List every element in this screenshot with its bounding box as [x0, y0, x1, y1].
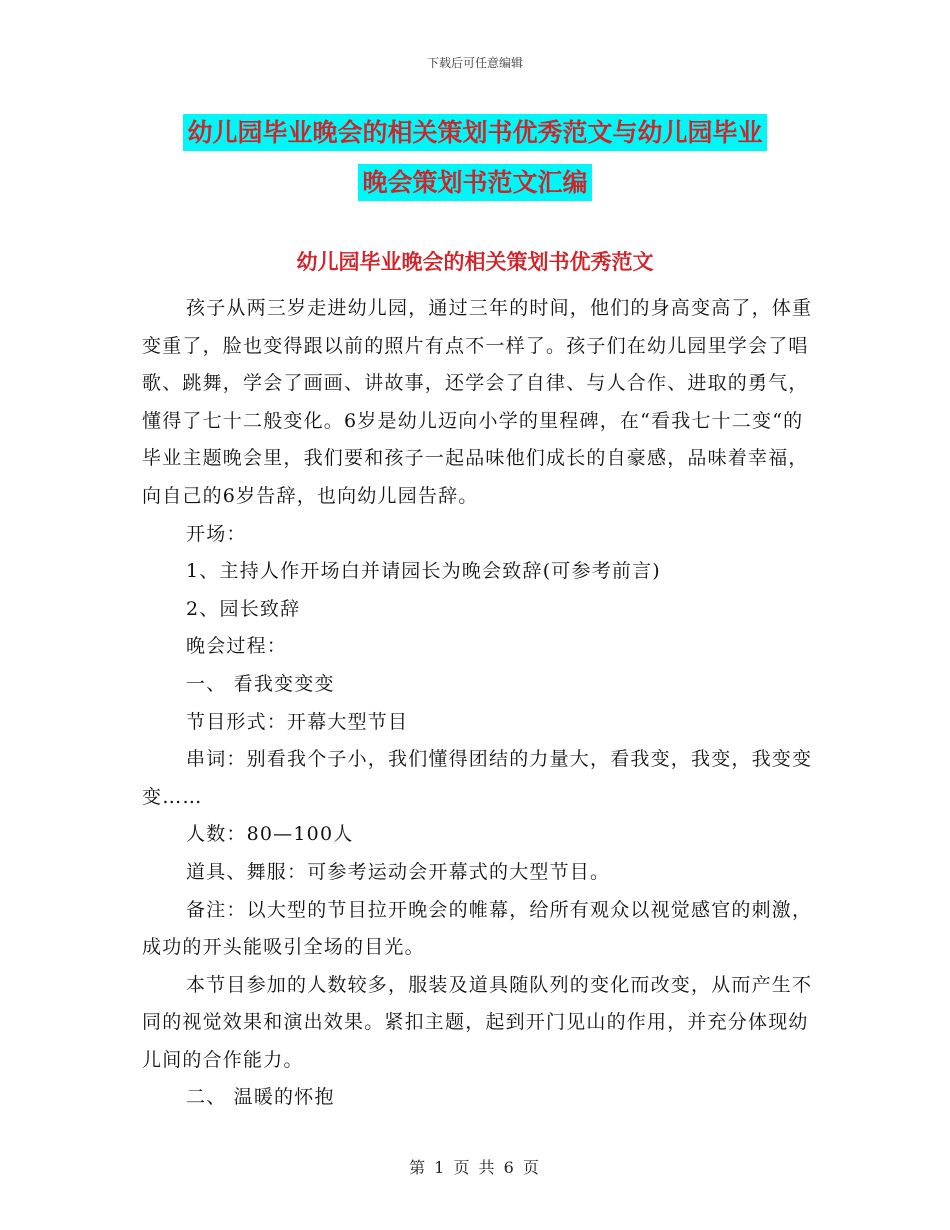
page-footer: 第 1 页 共 6 页	[409, 1158, 541, 1177]
paragraph-program-count: 人数：80—100人	[186, 823, 354, 846]
paragraph-opening: 开场：	[186, 522, 247, 545]
paragraph-process: 晚会过程：	[186, 635, 288, 658]
body-text	[142, 290, 822, 1117]
paragraph-program-1: 一、 看我变变变	[186, 672, 335, 695]
paragraph-opening-item-1: 1、主持人作开场白并请园长为晚会致辞(可参考前言)	[186, 560, 661, 583]
paragraph-program-detail: 本节目参加的人数较多，服装及道具随队列的变化而改变，从而产生不同的视觉效果和演出效果。紧扣主题，起到开门见山的作用，并充分体现幼儿间的合作能力。	[142, 973, 813, 1071]
document-title-line-1: 幼儿园毕业晚会的相关策划书优秀范文与幼儿园毕业	[183, 114, 766, 151]
paragraph-program-script: 串词：别看我个子小，我们懂得团结的力量大，看我变，我变，我变变变……	[142, 748, 813, 808]
paragraph-program-props: 道具、舞服：可参考运动会开幕式的大型节目。	[186, 860, 611, 883]
document-title-line-2: 晚会策划书范文汇编	[358, 164, 591, 201]
header-note: 下载后可任意编辑	[426, 56, 523, 70]
paragraph-intro: 孩子从两三岁走进幼儿园，通过三年的时间，他们的身高变高了，体重变重了，脸也变得跟以前的照片有点不一样了。孩子们在幼儿园里学会了唱歌、跳舞，学会了画画、讲故事，还学会了自律、与人合作、进取的勇气，懂得了七十二般变化。6岁是幼儿迈向小学的里程碑，在“看我七十二变“的毕业主题晚会里，我们要和孩子一起品味他们成长的自豪感，品味着幸福，向自己的6岁告辞，也向幼儿园告辞。	[142, 297, 813, 507]
paragraph-opening-item-2: 2、园长致辞	[186, 597, 301, 620]
document-title	[0, 108, 950, 208]
section-title: 幼儿园毕业晚会的相关策划书优秀范文	[296, 250, 654, 274]
paragraph-program-2: 二、 温暖的怀抱	[186, 1086, 335, 1109]
paragraph-program-form: 节目形式：开幕大型节目	[186, 710, 409, 733]
paragraph-program-note: 备注：以大型的节目拉开晚会的帷幕，给所有观众以视觉感官的刺激，成功的开头能吸引全场的目光。	[142, 898, 813, 959]
